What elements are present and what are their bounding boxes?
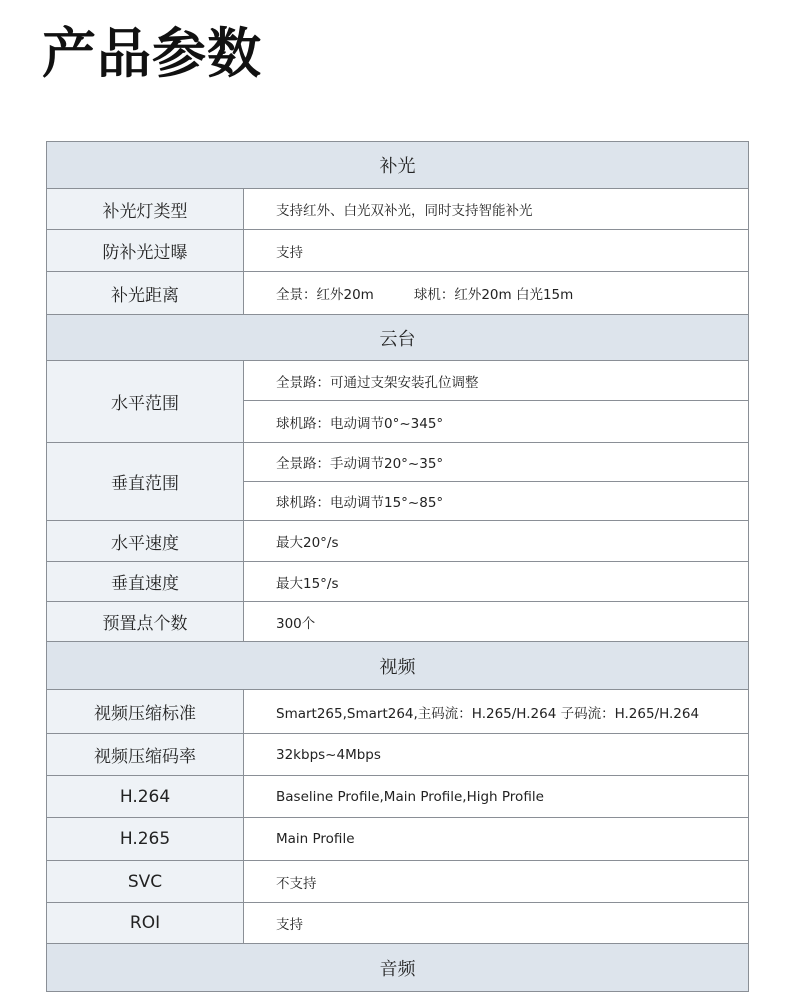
row-value [244,272,749,315]
section-header-audio [47,944,749,992]
row-label: 防补光过曝 [47,230,244,272]
table-row [47,818,749,861]
row-label: 垂直速度 [47,562,244,602]
table-row [47,443,749,482]
row-value: 支持红外、白光双补光，同时支持智能补光 [244,189,749,230]
section-title: 补光 [47,142,749,189]
section-header-fill-light [47,142,749,189]
row-label: 视频压缩标准 [47,690,244,734]
table-row [47,690,749,734]
row-value: 全景路：可通过支架安装孔位调整 [244,361,749,401]
row-label: 补光灯类型 [47,189,244,230]
table-row [47,903,749,944]
row-label: 垂直范围 [47,443,244,521]
row-value: 最大20°/s [244,521,749,562]
table-row [47,361,749,401]
section-title: 音频 [47,944,749,992]
value-part: 球机：红外20m 白光15m [413,287,574,303]
row-value: 全景路：手动调节20°~35° [244,443,749,482]
value-part: 全景：红外20m [276,287,374,303]
row-label: 视频压缩码率 [47,734,244,776]
table-row [47,521,749,562]
row-value: 球机路：电动调节0°~345° [244,401,749,443]
section-header-ptz [47,315,749,361]
row-value: 球机路：电动调节15°~85° [244,482,749,521]
row-value: Smart265,Smart264,主码流：H.265/H.264 子码流：H.265/H.264 [244,690,749,734]
row-label: ROI [47,903,244,944]
row-label: SVC [47,861,244,903]
page-title: 产品参数 [42,22,262,85]
row-label: H.264 [47,776,244,818]
table-row [47,189,749,230]
row-label: H.265 [47,818,244,861]
row-label: 补光距离 [47,272,244,315]
section-title: 视频 [47,642,749,690]
row-label: 水平速度 [47,521,244,562]
row-value: Main Profile [244,818,749,861]
table-row [47,734,749,776]
table-row [47,861,749,903]
row-value: 支持 [244,903,749,944]
row-label: 预置点个数 [47,602,244,642]
row-value: 32kbps~4Mbps [244,734,749,776]
table-row [47,602,749,642]
row-value: 300个 [244,602,749,642]
section-title: 云台 [47,315,749,361]
table-row [47,776,749,818]
table-row [47,272,749,315]
row-value: 最大15°/s [244,562,749,602]
table-row [47,230,749,272]
row-label: 水平范围 [47,361,244,443]
row-value: 支持 [244,230,749,272]
spec-table [46,141,749,992]
row-value: 不支持 [244,861,749,903]
table-row [47,562,749,602]
section-header-video [47,642,749,690]
row-value: Baseline Profile,Main Profile,High Profile [244,776,749,818]
